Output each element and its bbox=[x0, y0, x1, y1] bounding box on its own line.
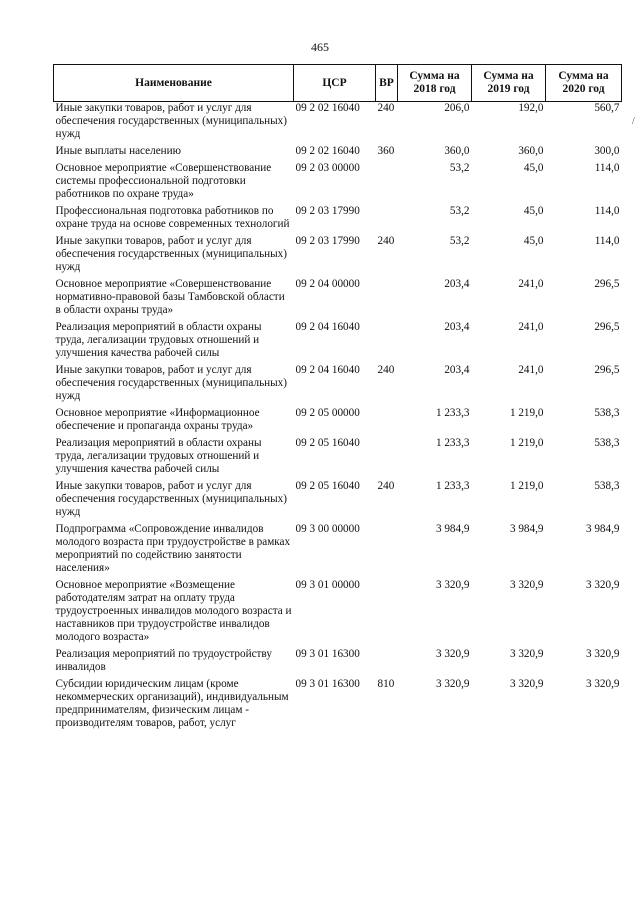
row-vr: 240 bbox=[377, 102, 395, 114]
table-row bbox=[54, 678, 622, 734]
row-name: Подпрограмма «Сопровождение инвалидов молодого возраста при трудоустройстве в рамках мероприятий по содействию занятости населения» bbox=[55, 523, 291, 574]
row-vr bbox=[376, 321, 398, 364]
row-sum-2018: 1 233,3 bbox=[435, 407, 470, 419]
row-sum-2018: 206,0 bbox=[444, 102, 470, 114]
row-name: Реализация мероприятий в области охраны труда, легализации трудовых отношений и улучшения качества рабочей силы bbox=[55, 437, 262, 475]
row-sum-2020: 114,0 bbox=[594, 235, 620, 247]
row-sum-2019: 45,0 bbox=[523, 205, 544, 217]
row-vr bbox=[376, 162, 398, 205]
header-2019: Сумма на 2019 год bbox=[472, 65, 546, 102]
row-sum-2019: 3 320,9 bbox=[509, 579, 544, 591]
row-sum-2019: 241,0 bbox=[518, 278, 544, 290]
row-csr: 09 2 02 16040 bbox=[295, 102, 360, 114]
row-sum-2020: 3 320,9 bbox=[585, 579, 620, 591]
row-sum-2018: 360,0 bbox=[444, 145, 470, 157]
table-row bbox=[54, 235, 622, 278]
row-vr bbox=[376, 648, 398, 678]
row-sum-2018: 3 320,9 bbox=[435, 579, 470, 591]
table-row bbox=[54, 364, 622, 407]
row-sum-2018: 203,4 bbox=[444, 364, 470, 376]
row-name: Иные выплаты населению bbox=[55, 145, 181, 157]
row-csr: 09 3 01 16300 bbox=[295, 678, 360, 690]
row-sum-2020: 114,0 bbox=[594, 205, 620, 217]
row-vr bbox=[376, 278, 398, 321]
row-vr bbox=[376, 437, 398, 480]
row-vr bbox=[376, 407, 398, 437]
row-sum-2020: 3 320,9 bbox=[585, 678, 620, 690]
row-vr bbox=[376, 579, 398, 648]
row-sum-2019: 1 219,0 bbox=[509, 407, 544, 419]
row-vr: 240 bbox=[377, 364, 395, 376]
row-sum-2019: 3 320,9 bbox=[509, 678, 544, 690]
row-csr: 09 3 01 16300 bbox=[295, 648, 360, 660]
row-sum-2020: 3 984,9 bbox=[585, 523, 620, 535]
row-vr: 240 bbox=[377, 480, 395, 492]
row-sum-2019: 1 219,0 bbox=[509, 437, 544, 449]
row-name: Иные закупки товаров, работ и услуг для обеспечения государственных (муниципальных) нужд bbox=[55, 235, 287, 273]
edge-mark: / bbox=[632, 116, 635, 127]
header-2020: Сумма на 2020 год bbox=[546, 65, 622, 102]
row-name: Основное мероприятие «Информационное обеспечение и пропаганда охраны труда» bbox=[55, 407, 260, 432]
row-sum-2020: 296,5 bbox=[594, 321, 620, 333]
row-csr: 09 3 01 00000 bbox=[295, 579, 360, 591]
row-vr: 240 bbox=[377, 235, 395, 247]
row-sum-2019: 192,0 bbox=[518, 102, 544, 114]
row-sum-2018: 53,2 bbox=[449, 205, 470, 217]
row-sum-2018: 1 233,3 bbox=[435, 437, 470, 449]
row-csr: 09 2 03 00000 bbox=[295, 162, 360, 174]
table-row bbox=[54, 278, 622, 321]
table-row bbox=[54, 523, 622, 579]
row-sum-2018: 53,2 bbox=[449, 162, 470, 174]
row-csr: 09 3 00 00000 bbox=[295, 523, 360, 535]
row-sum-2020: 538,3 bbox=[594, 407, 620, 419]
row-csr: 09 2 05 16040 bbox=[295, 480, 360, 492]
table-row bbox=[54, 102, 622, 146]
row-sum-2019: 241,0 bbox=[518, 321, 544, 333]
row-csr: 09 2 04 16040 bbox=[295, 364, 360, 376]
row-name: Иные закупки товаров, работ и услуг для обеспечения государственных (муниципальных) нужд bbox=[55, 364, 287, 402]
budget-table bbox=[53, 64, 622, 734]
row-name: Субсидии юридическим лицам (кроме некоммерческих организаций), индивидуальным предпринимателям, физическим лицам - производителям товаров, работ, услуг bbox=[55, 678, 289, 729]
table-row bbox=[54, 145, 622, 162]
table-row bbox=[54, 205, 622, 235]
row-sum-2018: 3 984,9 bbox=[435, 523, 470, 535]
row-sum-2018: 3 320,9 bbox=[435, 648, 470, 660]
row-sum-2018: 1 233,3 bbox=[435, 480, 470, 492]
row-sum-2020: 3 320,9 bbox=[585, 648, 620, 660]
row-sum-2020: 296,5 bbox=[594, 278, 620, 290]
row-sum-2019: 1 219,0 bbox=[509, 480, 544, 492]
row-csr: 09 2 05 00000 bbox=[295, 407, 360, 419]
table-body bbox=[54, 102, 622, 735]
row-sum-2019: 3 984,9 bbox=[509, 523, 544, 535]
header-vr: ВР bbox=[376, 65, 398, 102]
row-sum-2019: 45,0 bbox=[523, 235, 544, 247]
row-sum-2018: 203,4 bbox=[444, 321, 470, 333]
table-header-row bbox=[54, 65, 622, 102]
row-vr bbox=[376, 523, 398, 579]
row-sum-2018: 203,4 bbox=[444, 278, 470, 290]
row-sum-2018: 3 320,9 bbox=[435, 678, 470, 690]
row-sum-2019: 360,0 bbox=[518, 145, 544, 157]
row-vr bbox=[376, 205, 398, 235]
row-sum-2020: 114,0 bbox=[594, 162, 620, 174]
row-vr: 810 bbox=[377, 678, 395, 690]
header-2018: Сумма на 2018 год bbox=[398, 65, 472, 102]
table-row bbox=[54, 321, 622, 364]
table-row bbox=[54, 162, 622, 205]
row-sum-2019: 241,0 bbox=[518, 364, 544, 376]
page-number: 465 bbox=[311, 40, 329, 54]
row-sum-2019: 45,0 bbox=[523, 162, 544, 174]
row-name: Основное мероприятие «Совершенствование нормативно-правовой базы Тамбовской области в области охраны труда» bbox=[55, 278, 285, 316]
row-csr: 09 2 05 16040 bbox=[295, 437, 360, 449]
row-csr: 09 2 02 16040 bbox=[295, 145, 360, 157]
row-sum-2020: 300,0 bbox=[594, 145, 620, 157]
row-csr: 09 2 04 16040 bbox=[295, 321, 360, 333]
row-csr: 09 2 03 17990 bbox=[295, 235, 360, 247]
row-name: Реализация мероприятий в области охраны труда, легализации трудовых отношений и улучшения качества рабочей силы bbox=[55, 321, 262, 359]
table-row bbox=[54, 648, 622, 678]
row-sum-2020: 560,7 bbox=[594, 102, 620, 114]
row-name: Иные закупки товаров, работ и услуг для обеспечения государственных (муниципальных) нужд bbox=[55, 102, 287, 140]
row-name: Реализация мероприятий по трудоустройству инвалидов bbox=[55, 648, 272, 673]
row-name: Основное мероприятие «Возмещение работодателям затрат на оплату труда трудоустроенных инвалидов молодого возраста и наставников при трудоустройстве инвалидов молодого возраста» bbox=[55, 579, 292, 643]
row-sum-2019: 3 320,9 bbox=[509, 648, 544, 660]
row-vr: 360 bbox=[377, 145, 395, 157]
row-name: Иные закупки товаров, работ и услуг для обеспечения государственных (муниципальных) нужд bbox=[55, 480, 287, 518]
row-name: Основное мероприятие «Совершенствование системы профессиональной подготовки работников по охране труда» bbox=[55, 162, 272, 200]
table-row bbox=[54, 437, 622, 480]
header-name: Наименование bbox=[54, 65, 294, 102]
table-row bbox=[54, 480, 622, 523]
table-row bbox=[54, 407, 622, 437]
row-name: Профессиональная подготовка работников по охране труда на основе современных технологий bbox=[55, 205, 290, 230]
row-sum-2020: 296,5 bbox=[594, 364, 620, 376]
row-sum-2020: 538,3 bbox=[594, 480, 620, 492]
row-csr: 09 2 04 00000 bbox=[295, 278, 360, 290]
header-csr: ЦСР bbox=[294, 65, 376, 102]
row-sum-2020: 538,3 bbox=[594, 437, 620, 449]
table-row bbox=[54, 579, 622, 648]
row-csr: 09 2 03 17990 bbox=[295, 205, 360, 217]
row-sum-2018: 53,2 bbox=[449, 235, 470, 247]
